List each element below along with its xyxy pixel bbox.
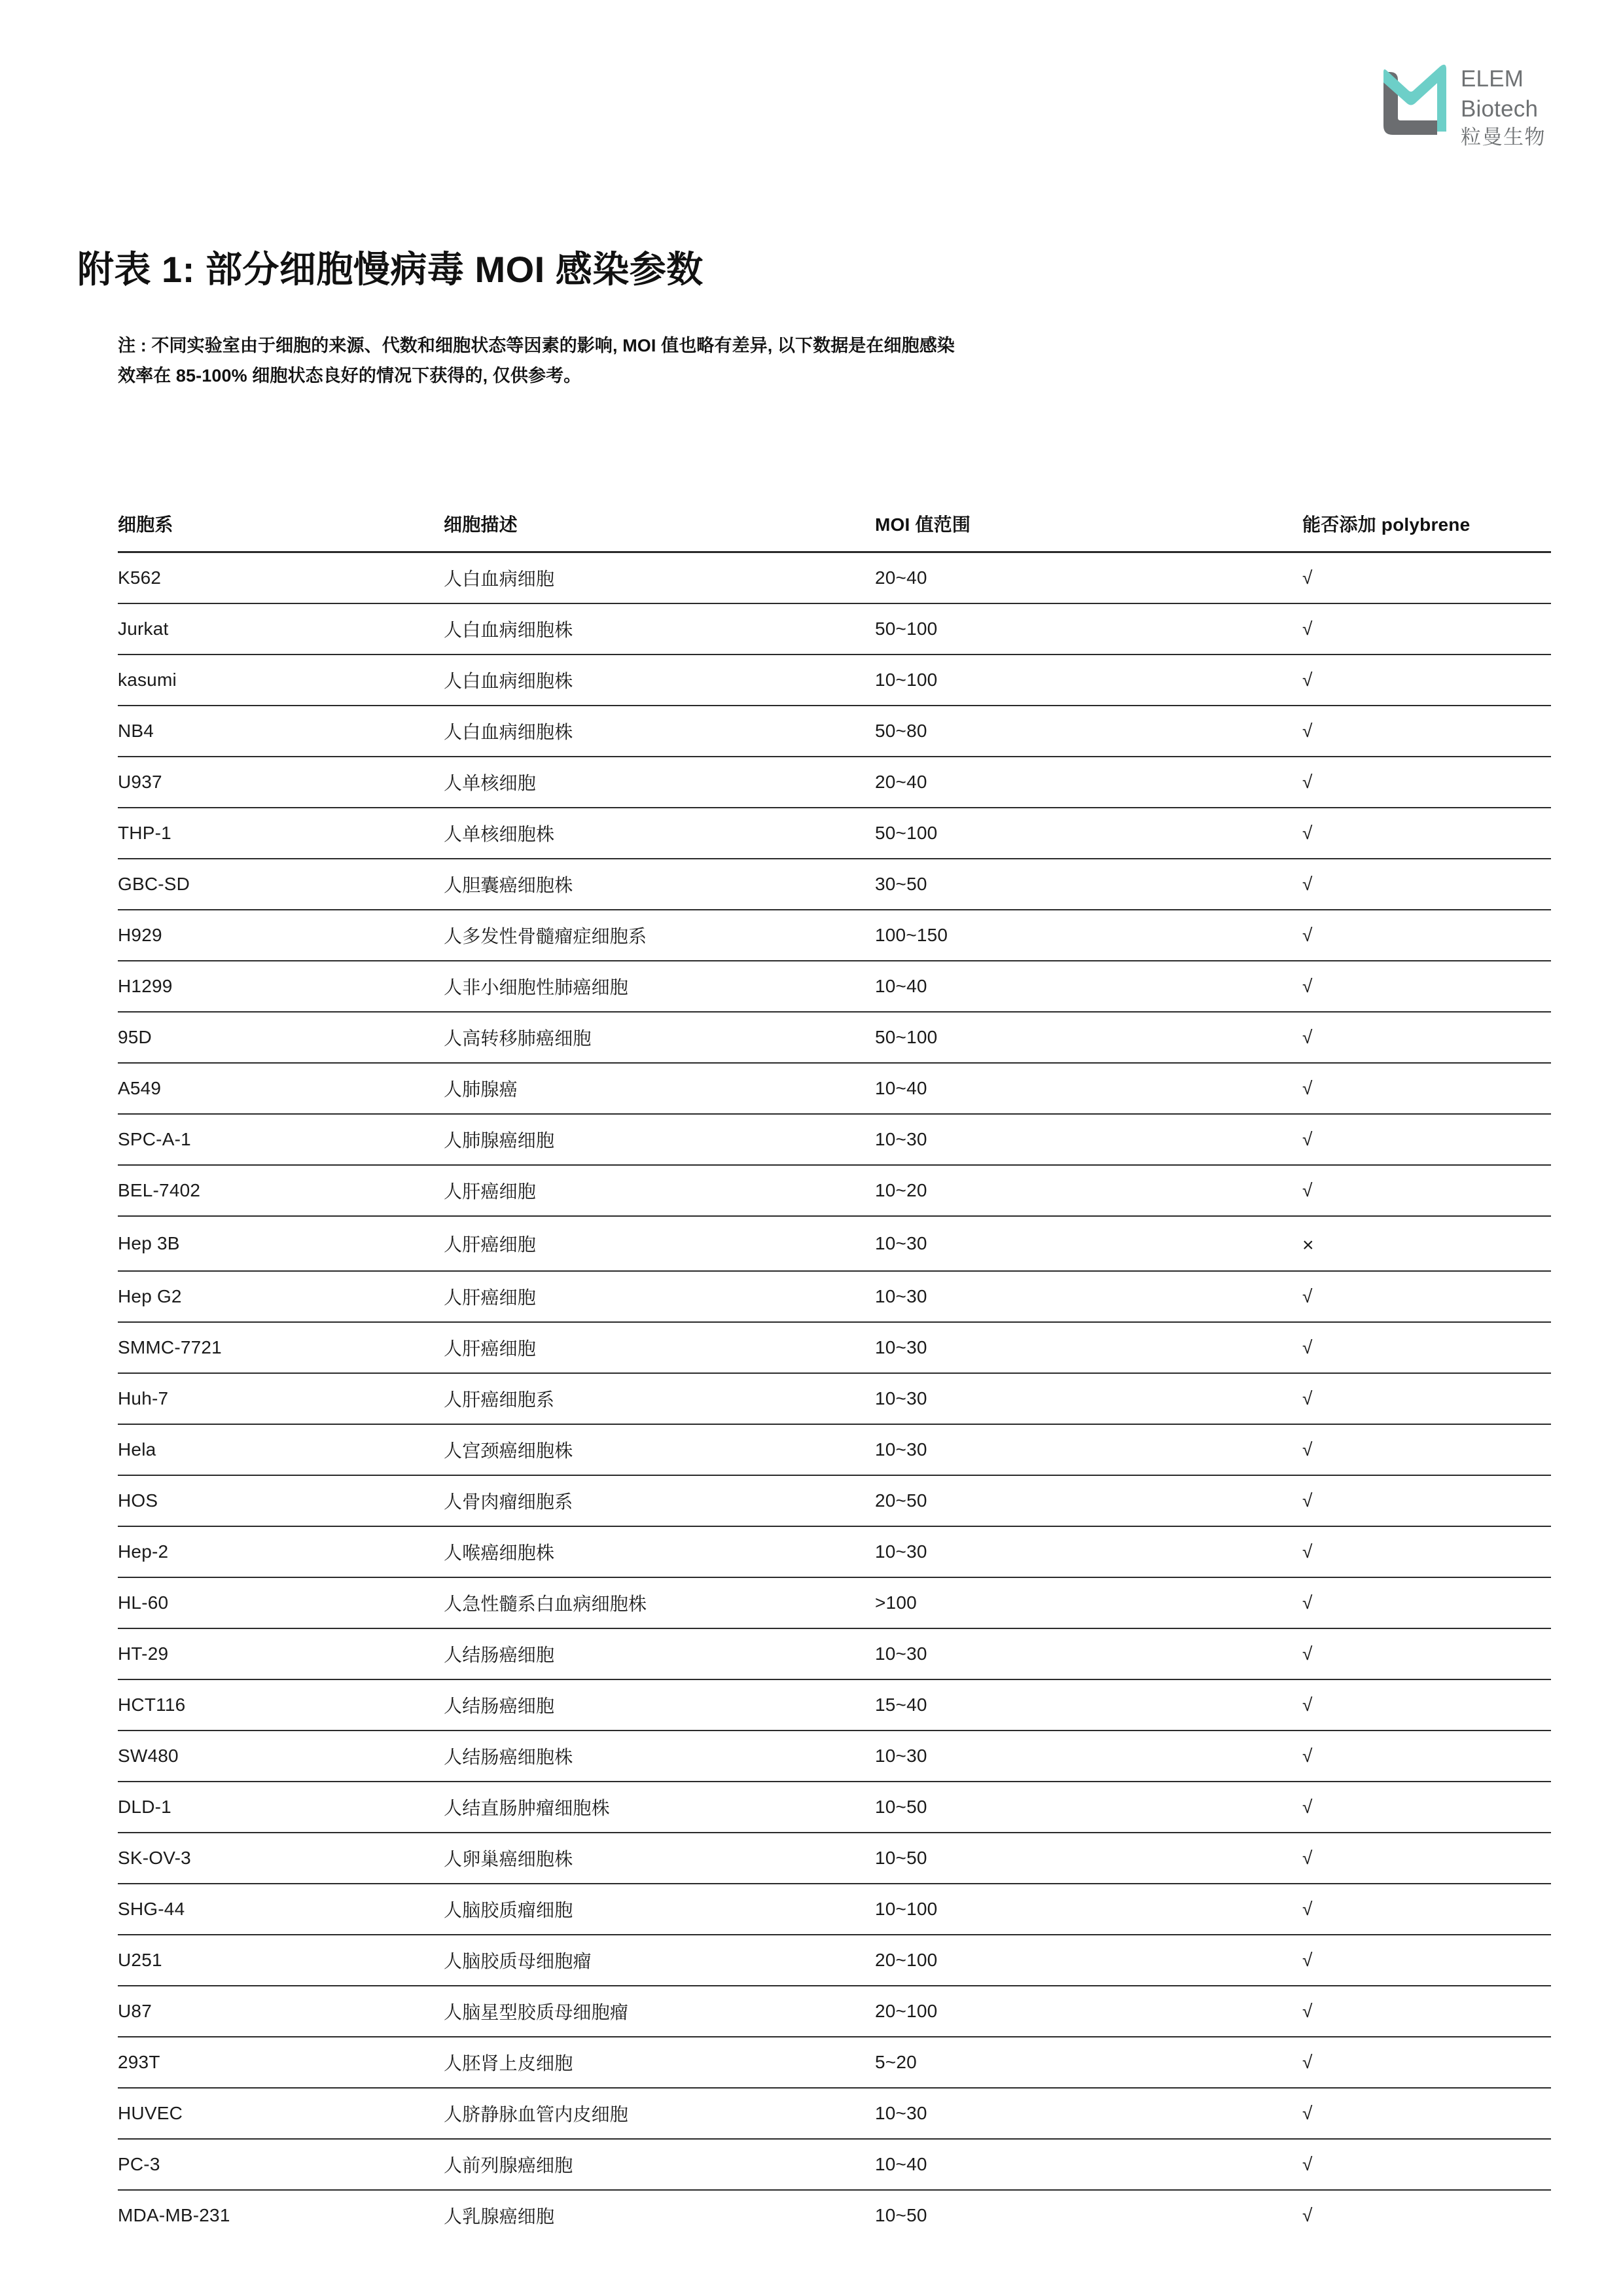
moi-range: 20~40 [875, 757, 1302, 808]
polybrene-mark-yes: √ [1302, 1628, 1551, 1679]
moi-range: 10~30 [875, 1373, 1302, 1424]
polybrene-mark-yes: √ [1302, 1782, 1551, 1833]
cell-description: 人脐静脉血管内皮细胞 [444, 2088, 875, 2139]
cell-line-name: H1299 [118, 961, 444, 1012]
table-row [118, 1216, 1551, 1271]
cell-line-name: K562 [118, 552, 444, 604]
polybrene-mark-yes: √ [1302, 1114, 1551, 1165]
polybrene-mark-yes: √ [1302, 808, 1551, 859]
moi-range: 15~40 [875, 1679, 1302, 1731]
cell-description: 人乳腺癌细胞 [444, 2206, 555, 2227]
polybrene-mark-yes: √ [1302, 706, 1551, 757]
cell-line-name: MDA-MB-231 [118, 2205, 230, 2225]
brand-name-line2: Biotech [1461, 96, 1539, 122]
cell-description: 人多发性骨髓瘤症细胞系 [444, 910, 875, 961]
polybrene-mark-yes: √ [1302, 1884, 1551, 1935]
table-row [118, 1271, 1551, 1322]
moi-range: 50~100 [875, 603, 1302, 655]
cell-description: 人单核细胞 [444, 757, 875, 808]
polybrene-mark-yes: √ [1302, 1475, 1551, 1526]
polybrene-mark-yes: √ [1302, 1986, 1551, 2037]
table-row [118, 603, 1551, 655]
polybrene-mark-yes: √ [1302, 961, 1551, 1012]
polybrene-mark-yes: √ [1302, 1679, 1551, 1731]
polybrene-mark-yes: √ [1302, 1322, 1551, 1373]
cell-description: 人脑星型胶质母细胞瘤 [444, 1986, 875, 2037]
cell-line-name: H929 [118, 910, 444, 961]
table-row [118, 1012, 1551, 1063]
moi-range: 20~100 [875, 1935, 1302, 1986]
cell-line-name: DLD-1 [118, 1782, 444, 1833]
polybrene-mark-yes: √ [1302, 552, 1551, 604]
polybrene-mark-yes: √ [1302, 1731, 1551, 1782]
elem-logo-mark-icon [1369, 63, 1446, 145]
table-body [118, 552, 1551, 2241]
cell-line-name: SK-OV-3 [118, 1833, 444, 1884]
polybrene-mark-yes: √ [1302, 1577, 1551, 1628]
table-row [118, 2190, 1551, 2240]
polybrene-mark-yes: √ [1302, 910, 1551, 961]
table-row [118, 1679, 1551, 1731]
table-row [118, 1935, 1551, 1986]
polybrene-mark-yes: √ [1302, 1526, 1551, 1577]
cell-line-name: A549 [118, 1063, 444, 1114]
cell-description: 人肝癌细胞 [444, 1271, 875, 1322]
brand-logo [1369, 63, 1546, 151]
table-row [118, 2088, 1551, 2139]
moi-range: 50~100 [875, 808, 1302, 859]
brand-wordmark [1461, 63, 1546, 151]
cell-line-name: HOS [118, 1475, 444, 1526]
cell-description: 人高转移肺癌细胞 [444, 1012, 875, 1063]
cell-description: 人白血病细胞株 [444, 706, 875, 757]
table-row [118, 1475, 1551, 1526]
cell-line-name: Hep 3B [118, 1216, 444, 1271]
column-header-cell-line: 细胞系 [118, 514, 173, 535]
cell-description: 人肝癌细胞 [444, 1216, 875, 1271]
cell-line-name: PC-3 [118, 2139, 444, 2190]
cell-description: 人肝癌细胞 [444, 1165, 875, 1216]
table-row [118, 1322, 1551, 1373]
moi-range: 10~40 [875, 1063, 1302, 1114]
table-row [118, 1731, 1551, 1782]
cell-line-name: Hep G2 [118, 1271, 444, 1322]
brand-name-chinese: 粒曼生物 [1461, 126, 1546, 149]
cell-description: 人结直肠肿瘤细胞株 [444, 1782, 875, 1833]
moi-range: 10~20 [875, 1165, 1302, 1216]
cell-description: 人白血病细胞 [444, 552, 875, 604]
cell-description: 人白血病细胞株 [444, 603, 875, 655]
cell-description: 人单核细胞株 [444, 808, 875, 859]
column-header-moi-range: MOI 值范围 [875, 514, 971, 535]
cell-description: 人结肠癌细胞株 [444, 1731, 875, 1782]
cell-line-name: Huh-7 [118, 1373, 444, 1424]
table-row [118, 2037, 1551, 2088]
moi-range: 20~100 [875, 1986, 1302, 2037]
table-row [118, 552, 1551, 604]
cell-line-name: HCT116 [118, 1679, 444, 1731]
table-row [118, 1165, 1551, 1216]
table-row [118, 1628, 1551, 1679]
moi-range: 100~150 [875, 910, 1302, 961]
cell-line-name: U87 [118, 1986, 444, 2037]
table-header [118, 511, 1551, 552]
table-row [118, 808, 1551, 859]
cell-line-name: kasumi [118, 655, 444, 706]
moi-range: 5~20 [875, 2037, 1302, 2088]
moi-range: 10~30 [875, 1114, 1302, 1165]
moi-range: 30~50 [875, 859, 1302, 910]
cell-line-name: HUVEC [118, 2088, 444, 2139]
table-row [118, 1114, 1551, 1165]
table-row [118, 1373, 1551, 1424]
cell-description: 人急性髓系白血病细胞株 [444, 1577, 875, 1628]
cell-line-name: U937 [118, 757, 444, 808]
polybrene-mark-yes: √ [1302, 1012, 1551, 1063]
moi-range: 10~40 [875, 961, 1302, 1012]
moi-range: >100 [875, 1577, 1302, 1628]
cell-description: 人脑胶质母细胞瘤 [444, 1935, 875, 1986]
cell-line-name: NB4 [118, 706, 444, 757]
polybrene-mark-yes: √ [1302, 1271, 1551, 1322]
table-row [118, 2139, 1551, 2190]
moi-range: 50~80 [875, 706, 1302, 757]
polybrene-mark-yes: √ [1302, 1424, 1551, 1475]
cell-line-name: THP-1 [118, 808, 444, 859]
table-row [118, 1526, 1551, 1577]
table-row [118, 706, 1551, 757]
polybrene-mark-yes: √ [1302, 1373, 1551, 1424]
polybrene-mark-yes: √ [1302, 1165, 1551, 1216]
polybrene-mark-yes: √ [1302, 1935, 1551, 1986]
moi-parameters-table [118, 511, 1551, 2240]
table-row [118, 1986, 1551, 2037]
table-row [118, 757, 1551, 808]
cell-description: 人胆囊癌细胞株 [444, 859, 875, 910]
cell-line-name: Hela [118, 1424, 444, 1475]
polybrene-mark-no: × [1302, 1216, 1551, 1271]
cell-description: 人前列腺癌细胞 [444, 2139, 875, 2190]
cell-description: 人脑胶质瘤细胞 [444, 1884, 875, 1935]
cell-description: 人肺腺癌 [444, 1063, 875, 1114]
cell-description: 人卵巢癌细胞株 [444, 1833, 875, 1884]
cell-line-name: GBC-SD [118, 859, 444, 910]
moi-range: 10~100 [875, 1884, 1302, 1935]
moi-range: 10~30 [875, 1216, 1302, 1271]
moi-range: 10~40 [875, 2139, 1302, 2190]
cell-description: 人白血病细胞株 [444, 655, 875, 706]
column-header-polybrene: 能否添加 polybrene [1302, 514, 1471, 535]
cell-line-name: SHG-44 [118, 1884, 444, 1935]
cell-line-name: HT-29 [118, 1628, 444, 1679]
note-line-1: 注 : 不同实验室由于细胞的来源、代数和细胞状态等因素的影响, MOI 值也略有差异, 以下数据是在细胞感染 [118, 336, 955, 355]
polybrene-mark-yes: √ [1302, 2139, 1551, 2190]
table-row [118, 910, 1551, 961]
moi-range: 10~30 [875, 1731, 1302, 1782]
moi-range: 20~40 [875, 552, 1302, 604]
cell-description: 人结肠癌细胞 [444, 1679, 875, 1731]
note-line-2: 效率在 85-100% 细胞状态良好的情况下获得的, 仅供参考。 [118, 366, 582, 386]
cell-description: 人骨肉瘤细胞系 [444, 1475, 875, 1526]
moi-table-container [118, 511, 1551, 2240]
polybrene-mark-yes: √ [1302, 655, 1551, 706]
polybrene-mark-yes: √ [1302, 757, 1551, 808]
table-row [118, 1577, 1551, 1628]
moi-range: 10~50 [875, 1782, 1302, 1833]
table-row [118, 1782, 1551, 1833]
cell-description: 人喉癌细胞株 [444, 1526, 875, 1577]
polybrene-mark-yes: √ [1302, 859, 1551, 910]
cell-line-name: SMMC-7721 [118, 1322, 444, 1373]
cell-line-name: SW480 [118, 1731, 444, 1782]
polybrene-mark-yes: √ [1302, 1833, 1551, 1884]
moi-range: 10~30 [875, 2088, 1302, 2139]
moi-range: 10~30 [875, 1526, 1302, 1577]
moi-range: 10~30 [875, 1271, 1302, 1322]
cell-line-name: Jurkat [118, 603, 444, 655]
column-header-description: 细胞描述 [444, 514, 518, 535]
polybrene-mark-yes: √ [1302, 1063, 1551, 1114]
table-row [118, 1884, 1551, 1935]
cell-line-name: U251 [118, 1935, 444, 1986]
cell-line-name: 95D [118, 1012, 444, 1063]
table-row [118, 961, 1551, 1012]
cell-line-name: BEL-7402 [118, 1165, 444, 1216]
cell-line-name: SPC-A-1 [118, 1114, 444, 1165]
cell-description: 人非小细胞性肺癌细胞 [444, 961, 875, 1012]
note-block [118, 331, 1342, 391]
polybrene-mark-yes: √ [1302, 2205, 1313, 2225]
cell-description: 人宫颈癌细胞株 [444, 1424, 875, 1475]
table-header-row [118, 511, 1551, 552]
cell-description: 人胚肾上皮细胞 [444, 2037, 875, 2088]
table-row [118, 1833, 1551, 1884]
moi-range: 10~50 [875, 2205, 927, 2225]
cell-description: 人结肠癌细胞 [444, 1628, 875, 1679]
polybrene-mark-yes: √ [1302, 603, 1551, 655]
page-title: 附表 1: 部分细胞慢病毒 MOI 感染参数 [77, 248, 704, 290]
moi-range: 10~30 [875, 1424, 1302, 1475]
moi-range: 10~30 [875, 1322, 1302, 1373]
moi-range: 50~100 [875, 1012, 1302, 1063]
cell-description: 人肝癌细胞 [444, 1322, 875, 1373]
table-row [118, 1063, 1551, 1114]
polybrene-mark-yes: √ [1302, 2088, 1551, 2139]
table-row [118, 655, 1551, 706]
brand-name-line1: ELEM [1461, 66, 1524, 92]
document-header [0, 0, 1623, 196]
moi-range: 10~30 [875, 1628, 1302, 1679]
moi-range: 10~100 [875, 655, 1302, 706]
cell-line-name: Hep-2 [118, 1526, 444, 1577]
moi-range: 20~50 [875, 1475, 1302, 1526]
cell-description: 人肺腺癌细胞 [444, 1114, 875, 1165]
cell-line-name: 293T [118, 2037, 444, 2088]
table-row [118, 859, 1551, 910]
moi-range: 10~50 [875, 1833, 1302, 1884]
polybrene-mark-yes: √ [1302, 2037, 1551, 2088]
cell-description: 人肝癌细胞系 [444, 1373, 875, 1424]
cell-line-name: HL-60 [118, 1577, 444, 1628]
table-row [118, 1424, 1551, 1475]
